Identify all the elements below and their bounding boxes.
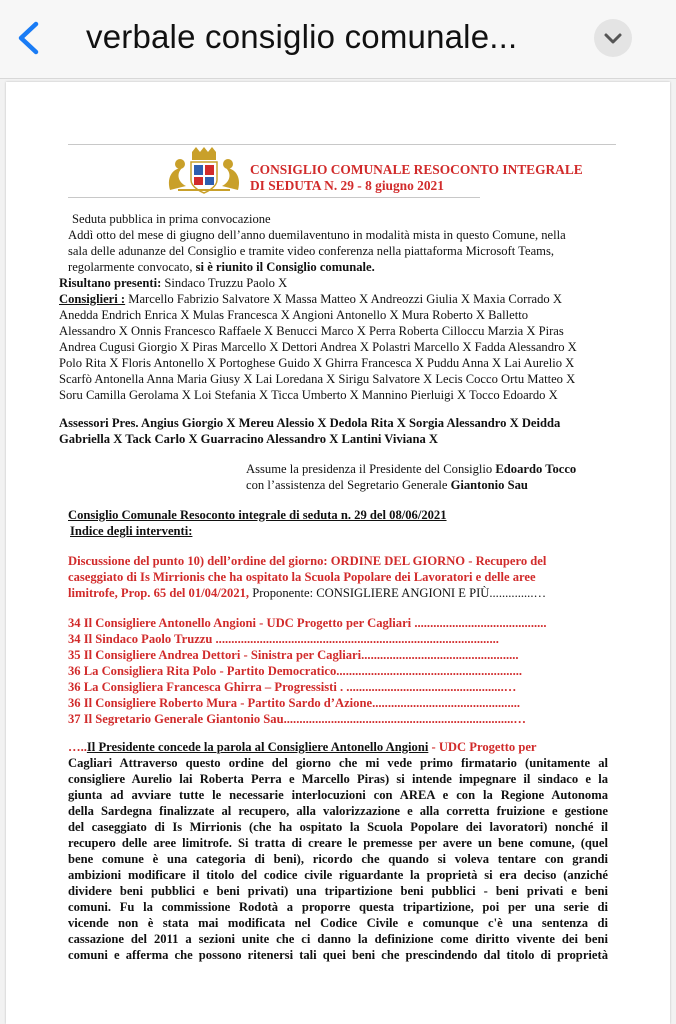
index-entry-link[interactable]: 36 La Consigliera Rita Polo - Partito Democratico...........................................................: [68, 664, 523, 678]
intro-line: sala delle adunanze del Consiglio e tramite video conferenza nella piattaforma Microsoft Teams,: [68, 244, 555, 258]
index-subheading: Indice degli interventi:: [70, 524, 193, 538]
chevron-down-icon: [594, 19, 632, 57]
presidency-line: Assume la presidenza il Presidente del Consiglio Edoardo Tocco: [246, 462, 577, 476]
discussion-line: Discussione del punto 10) dell’ordine del giorno: ORDINE DEL GIORNO - Recupero del: [68, 554, 547, 568]
index-entry-link[interactable]: 35 Il Consigliere Andrea Dettori - Sinistra per Cagliari..................................................: [68, 648, 519, 662]
speech-line: dividere beni pubblici e beni privati) una tripartizione beni pubblici - beni privati e beni: [68, 884, 608, 898]
index-entry-link[interactable]: 37 Il Segretario Generale Giantonio Sau.........................................................................…: [68, 712, 527, 726]
councillors-line: Andrea Cugusi Giorgio X Piras Marcello X Dettori Andrea X Polastri Marcello X Fadda Alessandro X: [59, 340, 577, 354]
header-title-line: CONSIGLIO COMUNALE RESOCONTO INTEGRALE: [250, 162, 583, 177]
index-heading: Consiglio Comunale Resoconto integrale di seduta n. 29 del 08/06/2021: [68, 508, 447, 522]
back-button[interactable]: [10, 18, 48, 58]
councillors-line: Anedda Endrich Enrica X Mulas Francesca X Angioni Antonello X Mura Roberto X Balletto: [59, 308, 529, 322]
speech-line: del caseggiato di Is Mirrionis (che ha ospitato la Scuola Popolare dei lavoratori) nonché il: [68, 820, 608, 834]
present-line: Risultano presenti: Sindaco Truzzu Paolo X: [59, 276, 288, 290]
councillors-line: Alessandro X Onnis Francesco Raffaele X Benucci Marco X Perra Roberta Cilloccu Marzia X Piras: [59, 324, 564, 338]
speech-line: comuni e afferma che possono ritenersi tali quei beni che prescindendo dal titolo di proprietà: [68, 948, 608, 962]
councillors-line: Consiglieri : Marcello Fabrizio Salvatore X Massa Matteo X Andreozzi Giulia X Maxia Corrado X: [59, 292, 562, 306]
discussion-line: caseggiato di Is Mirrionis che ha ospitato la Scuola Popolare dei Lavoratori e delle aree: [68, 570, 536, 584]
intro-line: regolarmente convocato, si è riunito il Consiglio comunale.: [68, 260, 375, 274]
speech-line: giunta ad avviare tutte le necessarie interlocuzioni con AREA e con la Regione Autonoma: [68, 788, 608, 802]
chevron-left-icon: [10, 18, 48, 58]
intro-line: Seduta pubblica in prima convocazione: [72, 212, 271, 226]
speech-line: ambizioni modificare il titolo del codice civile riguardante la proprietà si era deciso (anziché: [68, 868, 608, 882]
councillors-line: Polo Rita X Floris Antonello X Portoghese Guido X Ghirra Francesca X Puddu Anna X Lai Aurelio X: [59, 356, 575, 370]
speech-line: recupero delle aree limitrofe. Si tratta di creare le premesse per avere un bene comune, (quel: [68, 836, 608, 850]
options-button[interactable]: [594, 19, 632, 57]
header-rule-bottom: [68, 197, 480, 198]
speech-line: consigliere Aurelio lai Roberta Perra e Marcello Piras) si intende impegnare il sindaco e la: [68, 772, 608, 786]
header-session-line: DI SEDUTA N. 29 - 8 giugno 2021: [250, 178, 444, 193]
speech-line: bene comune è una categoria di beni), ricordo che quando si voleva tentare con grandi: [68, 852, 608, 866]
index-entry-link[interactable]: 34 Il Sindaco Paolo Truzzu ..........................................................................................: [68, 632, 499, 646]
index-entry-link[interactable]: 34 Il Consigliere Antonello Angioni - UDC Progetto per Cagliari ..........................................: [68, 616, 547, 630]
index-entry-link[interactable]: 36 La Consigliera Francesca Ghirra – Progressisti . ..................................................…: [68, 680, 517, 694]
speech-opening-line: …..Il Presidente concede la parola al Consigliere Antonello Angioni - UDC Progetto per: [68, 740, 537, 754]
councillors-line: Scarfò Antonella Anna Maria Giusy X Lai Loredana X Sirigu Salvatore X Lecis Cocco Ortu Matteo X: [59, 372, 576, 386]
intro-line: Addì otto del mese di giugno dell’anno duemilaventuno in modalità mista in questo Comune, nella: [68, 228, 566, 242]
index-entry-link[interactable]: 36 Il Consigliere Roberto Mura - Partito Sardo d’Azione...............................................: [68, 696, 521, 710]
discussion-line: limitrofe, Prop. 65 del 01/04/2021, Proponente: CONSIGLIERE ANGIONI E PIÙ..............…: [68, 586, 547, 600]
header-rule-top: [68, 144, 616, 145]
speech-line: vicende non è stata mai modificata nel Codice Civile e comunque c'è una sentenza di: [68, 916, 608, 930]
document-page[interactable]: [6, 82, 670, 1024]
document-title: verbale consiglio comunale...: [86, 18, 518, 55]
city-crest-logo: [164, 146, 244, 196]
speech-line: comuni. Fu la commissione Rodotà a proporre questa tripartizione, poi per una serie di: [68, 900, 608, 914]
speech-line: cassazione del 2011 a sezioni unite che ci danno la definizione come diritto vivente dei beni: [68, 932, 608, 946]
speech-line: della Sardegna finalizzate al recupero, alla valorizzazione e alla corretta fruizione e gestione: [68, 804, 608, 818]
assessors-line: Assessori Pres. Angius Giorgio X Mereu Alessio X Dedola Rita X Sorgia Alessandro X Deidda: [59, 416, 561, 430]
councillors-line: Soru Camilla Gerolama X Loi Stefania X Ticca Umberto X Mannino Pierluigi X Tocco Edoardo X: [59, 388, 558, 402]
speech-line: Cagliari Attraverso questo ordine del giorno che mi vede primo firmatario (unitamente al: [68, 756, 608, 770]
assessors-line: Gabriella X Tack Carlo X Guarracino Alessandro X Lantini Viviana X: [59, 432, 439, 446]
secretary-line: con l’assistenza del Segretario Generale Giantonio Sau: [246, 478, 528, 492]
top-bar: [0, 0, 676, 79]
document-header-title: [250, 162, 620, 194]
